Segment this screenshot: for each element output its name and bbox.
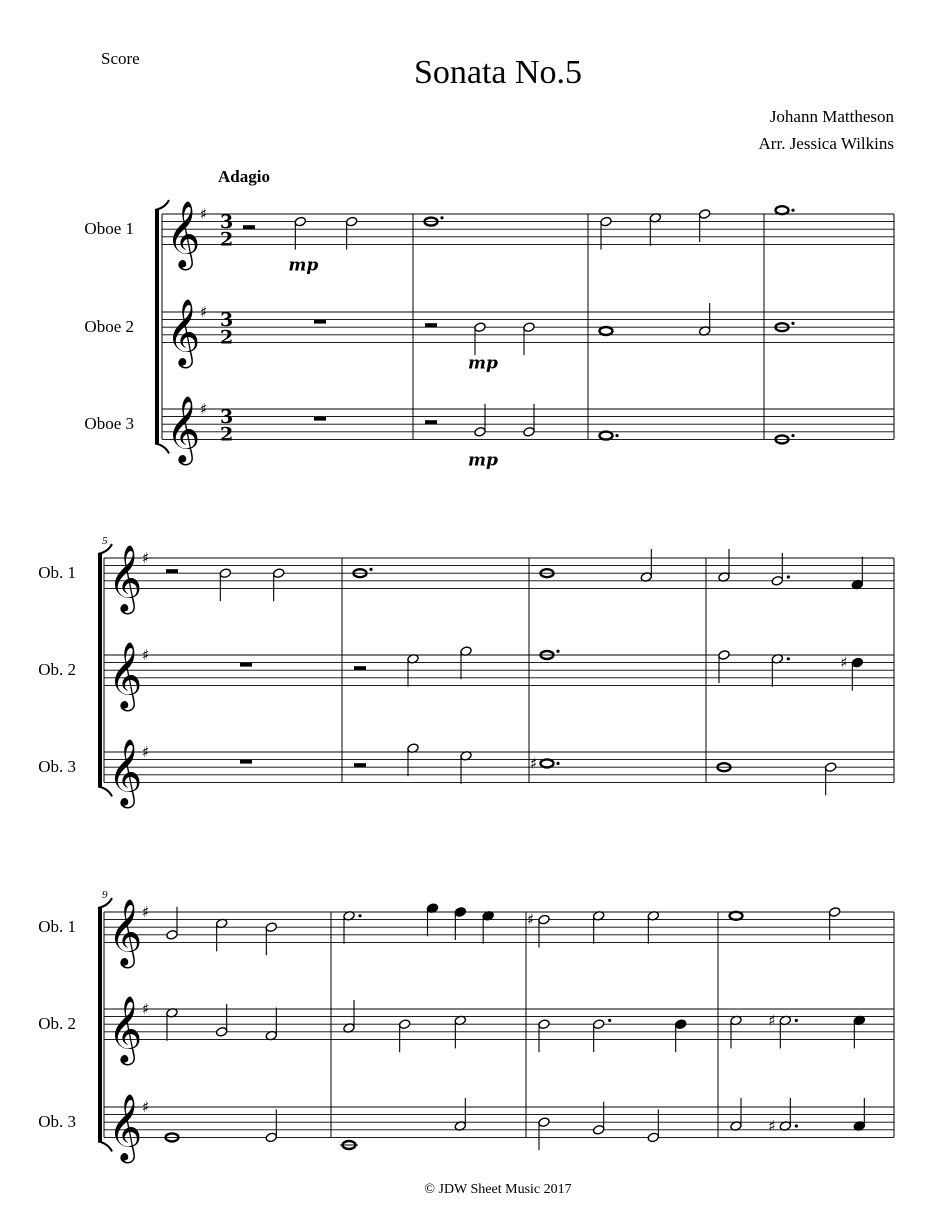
note: [730, 912, 743, 920]
treble-clef-icon: 𝄞: [108, 640, 143, 709]
augmentation-dot: [608, 1019, 611, 1022]
note-head: [474, 426, 486, 437]
whole-rest: [240, 663, 252, 667]
system-bracket: [155, 210, 159, 443]
treble-clef-icon: 𝄞: [108, 994, 143, 1063]
staff: [38, 640, 894, 711]
arranger: Arr. Jessica Wilkins: [758, 134, 894, 153]
dynamic-marking: mp: [468, 450, 498, 471]
note: [340, 1141, 358, 1149]
key-signature-sharp-icon: ♯: [142, 646, 150, 664]
sharp-accidental-icon: ♯: [768, 1117, 776, 1135]
sharp-accidental-icon: ♯: [527, 910, 535, 929]
note: [674, 1019, 686, 1052]
key-signature-sharp-icon: ♯: [200, 303, 208, 321]
instrument-label: Ob. 2: [38, 660, 76, 680]
whole-rest: [240, 760, 252, 764]
instrument-label: Oboe 1: [84, 219, 134, 239]
system-2: [38, 535, 894, 808]
dynamic-marking: mp: [288, 255, 319, 276]
staff: [38, 543, 894, 614]
augmentation-dot: [795, 1019, 798, 1022]
note-head: [647, 1132, 659, 1143]
half-rest: [166, 569, 178, 573]
note-head: [345, 216, 357, 227]
time-signature-denominator: 2: [220, 423, 234, 446]
system-bracket: [98, 554, 102, 786]
note-head: [592, 1019, 604, 1030]
augmentation-dot: [795, 1124, 798, 1127]
score-label: Score: [101, 49, 140, 68]
half-rest: [354, 763, 366, 767]
note-head: [600, 432, 613, 440]
note-head: [474, 322, 486, 333]
whole-rest: [314, 320, 326, 324]
treble-clef-icon: 𝄞: [108, 897, 143, 966]
half-rest: [425, 420, 437, 424]
note-head: [398, 1019, 410, 1030]
note: [541, 650, 560, 659]
key-signature-sharp-icon: ♯: [142, 1000, 150, 1018]
note-head: [265, 922, 277, 933]
treble-clef-icon: 𝄞: [166, 297, 201, 366]
instrument-label: Oboe 2: [84, 317, 134, 337]
staff: [38, 737, 894, 808]
key-signature-sharp-icon: ♯: [142, 1098, 150, 1116]
augmentation-dot: [358, 914, 361, 917]
note-head: [698, 209, 710, 220]
time-signature-denominator: 2: [220, 326, 234, 349]
key-signature-sharp-icon: ♯: [200, 205, 208, 223]
note-head: [776, 206, 789, 214]
treble-clef-icon: 𝄞: [166, 199, 201, 268]
instrument-label: Ob. 2: [38, 1014, 76, 1034]
note: [265, 922, 277, 955]
augmentation-dot: [556, 650, 559, 653]
instrument-label: Ob. 3: [38, 757, 76, 777]
note: [354, 568, 373, 577]
note-head: [166, 929, 178, 940]
whole-rest: [314, 417, 326, 421]
note-head: [523, 426, 535, 437]
note-head: [454, 907, 466, 918]
key-signature-sharp-icon: ♯: [142, 903, 150, 921]
note-head: [541, 759, 554, 767]
instrument-label: Ob. 3: [38, 1112, 76, 1132]
augmentation-dot: [791, 209, 794, 212]
note-head: [824, 762, 836, 773]
note-head: [294, 216, 306, 227]
note-head: [538, 1019, 550, 1030]
copyright-footer: © JDW Sheet Music 2017: [424, 1182, 572, 1197]
time-signature-numerator: 3: [220, 406, 234, 429]
note: [474, 322, 486, 355]
note: [530, 754, 560, 772]
treble-clef-icon: 𝄞: [108, 737, 143, 806]
note-head: [538, 1117, 550, 1128]
note-head: [538, 914, 550, 925]
system-bracket: [98, 908, 102, 1141]
tempo-marking: Adagio: [218, 167, 270, 186]
instrument-label: Oboe 3: [84, 414, 134, 434]
composer: Johann Mattheson: [769, 107, 894, 126]
note: [824, 762, 836, 795]
note-head: [592, 1124, 604, 1135]
half-rest: [425, 323, 437, 327]
key-signature-sharp-icon: ♯: [142, 743, 150, 761]
note: [538, 1117, 550, 1150]
note: [523, 322, 535, 355]
treble-clef-icon: 𝄞: [166, 394, 201, 463]
time-signature-denominator: 2: [220, 228, 234, 251]
note: [600, 327, 613, 335]
augmentation-dot: [791, 322, 794, 325]
note: [219, 568, 231, 601]
note: [425, 216, 444, 225]
sharp-accidental-icon: ♯: [840, 653, 848, 672]
note-head: [265, 1132, 277, 1143]
time-signature-numerator: 3: [220, 211, 234, 234]
treble-clef-icon: 𝄞: [108, 543, 143, 612]
key-signature-sharp-icon: ♯: [200, 400, 208, 418]
instrument-label: Ob. 1: [38, 563, 76, 583]
measure-number: 5: [102, 535, 108, 547]
system-3: [38, 889, 894, 1163]
system-1: [84, 199, 894, 470]
note-head: [600, 216, 612, 227]
time-signature-numerator: 3: [220, 309, 234, 332]
augmentation-dot: [369, 568, 372, 571]
note-head: [272, 568, 284, 579]
measure-number: 9: [102, 889, 108, 901]
augmentation-dot: [440, 216, 443, 219]
note: [600, 432, 619, 440]
sharp-accidental-icon: ♯: [768, 1011, 776, 1030]
augmentation-dot: [787, 657, 790, 660]
note-head: [215, 1026, 227, 1037]
instrument-label: Ob. 1: [38, 917, 76, 937]
half-rest: [243, 225, 255, 229]
augmentation-dot: [787, 575, 790, 578]
staff: [38, 994, 894, 1065]
note: [776, 434, 795, 443]
augmentation-dot: [615, 434, 618, 437]
note: [538, 1019, 550, 1052]
note-head: [674, 1019, 686, 1030]
staff: [38, 1092, 894, 1163]
staff: [84, 199, 894, 275]
note-head: [851, 657, 863, 668]
note: [776, 206, 795, 214]
half-rest: [354, 666, 366, 670]
note-head: [771, 575, 783, 586]
note-head: [718, 650, 730, 661]
note: [776, 322, 795, 331]
note: [272, 568, 284, 601]
note-head: [523, 322, 535, 333]
note: [398, 1019, 410, 1052]
dynamic-marking: mp: [468, 353, 498, 374]
sharp-accidental-icon: ♯: [530, 754, 538, 773]
key-signature-sharp-icon: ♯: [142, 549, 150, 567]
treble-clef-icon: 𝄞: [108, 1092, 143, 1161]
note-head: [600, 327, 613, 335]
staff: [38, 897, 894, 968]
note-head: [730, 912, 743, 920]
augmentation-dot: [791, 434, 794, 437]
staff: [84, 297, 894, 373]
note-head: [219, 568, 231, 579]
note-head: [828, 907, 840, 918]
staff: [84, 394, 894, 470]
augmentation-dot: [556, 762, 559, 765]
page-title: Sonata No.5: [413, 54, 583, 91]
